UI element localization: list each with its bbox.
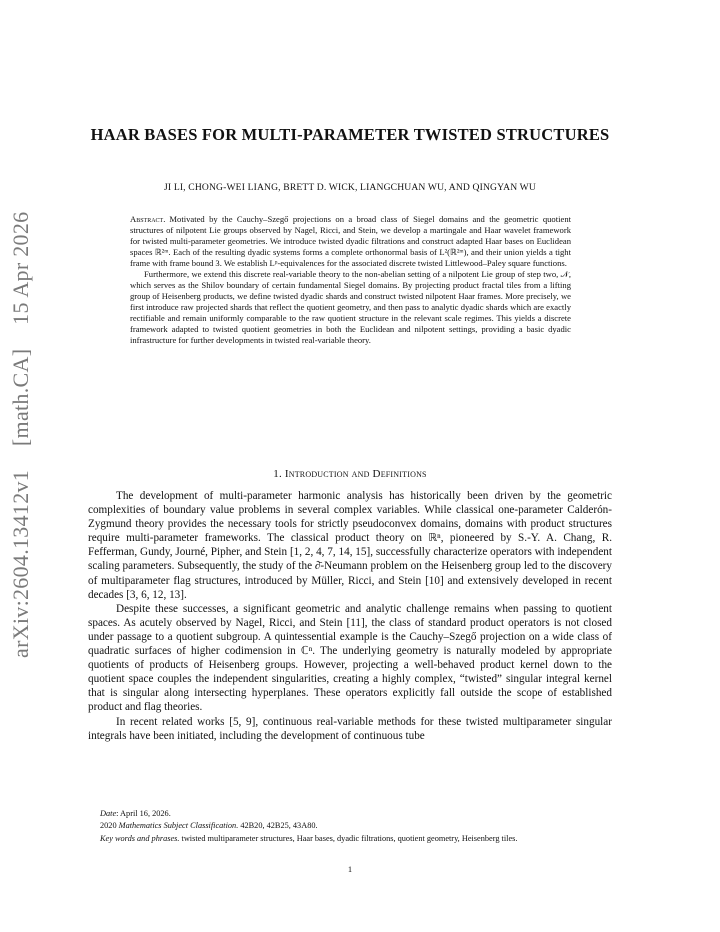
- arxiv-id: arXiv:2604.13412v1: [8, 469, 33, 658]
- footnote-keywords: Key words and phrases. twisted multiparameter structures, Haar bases, dyadic filtrations, quotient geometry, Heisenberg tiles.: [100, 833, 518, 843]
- footnotes: [88, 808, 612, 845]
- abstract-paragraph-2: Furthermore, we extend this discrete real-variable theory to the non-abelian setting of a nilpotent Lie group of step two, 𝒩, which serves as the Shilov boundary of certain fundamental Siegel domains. By projecting product fractal tiles from a lifting group of Heisenberg products, we define twisted dyadic shards and construct twisted nilpotent Haar frames. More precisely, we first introduce raw projected shards that reflect the quotient geometry, and then pass to analytic dyadic shards which are exactly rectifiable and remain uniformly comparable to the raw quotient structure in the relevant scale regimes. This yields a discrete framework adapted to twisted quotient geometries in both the Euclidean and nilpotent settings, providing a basic dyadic infrastructure for further developments in twisted real-variable theory.: [130, 269, 571, 345]
- footnote-msc: 2020 Mathematics Subject Classification. 42B20, 42B25, 43A80.: [100, 821, 318, 831]
- page-number: 1: [347, 864, 353, 874]
- body-text: [88, 489, 612, 743]
- footnote-date: Date: April 16, 2026.: [100, 809, 171, 818]
- body-paragraph-3: In recent related works [5, 9], continuous real-variable methods for these twisted multiparameter singular integrals have been initiated, including the development of continuous tube: [88, 715, 612, 742]
- abstract: [130, 214, 571, 346]
- arxiv-category: [math.CA]: [8, 348, 33, 447]
- arxiv-date: 15 Apr 2026: [8, 211, 33, 325]
- abstract-paragraph-1: Abstract. Motivated by the Cauchy–Szegő projections on a broad class of Siegel domains and the geometric quotient structures of nilpotent Lie groups observed by Nagel, Ricci, and Stein, we develop a martingale and Haar wavelet framework for twisted multi-parameter geometries. We introduce twisted dyadic filtrations and construct adapted Haar bases on Euclidean spaces ℝ²ᵐ. Each of the resulting dyadic systems forms a complete orthonormal basis of L²(ℝ²ᵐ), and their union yields a tight frame with frame bound 3. We establish Lᵖ-equivalences for the associated discrete twisted Littlewood–Paley square functions.: [130, 214, 571, 268]
- body-paragraph-1: The development of multi-parameter harmonic analysis has historically been driven by the geometric complexities of boundary value problems in several complex variables. While classical one-parameter Calderón-Zygmund theory provides the necessary tools for strictly pseudoconvex domains, domains with product structures require multi-parameter frameworks. The classical product theory on ℝⁿ, pioneered by S.-Y. A. Chang, R. Fefferman, Gundy, Journé, Pipher, and Stein [1, 2, 4, 7, 14, 15], successfully characterize operators with independent scaling parameters. Subsequently, the study of the ∂̄-Neumann problem on the Heisenberg group led to the discovery of multiparameter flag structures, introduced by Müller, Ricci, and Stein [10] and extensively developed in recent decades [3, 6, 12, 13].: [88, 490, 612, 601]
- section-heading: 1. Introduction and Definitions: [273, 468, 427, 480]
- author-list: JI LI, CHONG-WEI LIANG, BRETT D. WICK, LIANGCHUAN WU, AND QINGYAN WU: [164, 182, 536, 193]
- arxiv-identifier-stamp: [8, 194, 34, 658]
- paper-title: HAAR BASES FOR MULTI-PARAMETER TWISTED STRUCTURES: [90, 125, 610, 144]
- body-paragraph-2: Despite these successes, a significant geometric and analytic challenge remains when passing to quotient spaces. As acutely observed by Nagel, Ricci, and Stein [11], the class of standard product operators is not closed under passage to a quotient subgroup. A quintessential example is the Cauchy–Szegő projection on a wide class of quadratic surfaces of higher codimension in ℂⁿ. The underlying geometry is naturally modeled by appropriate quotients of products of Heisenberg groups. However, projecting a well-behaved product kernel down to the quotient space couples the independent singularities, creating a highly complex, “twisted” singular integral kernel that is singular along intersecting hyperplanes. These operators explicitly fall outside the scope of established product and flag theories.: [88, 602, 612, 714]
- abstract-heading: Abstract.: [130, 214, 166, 224]
